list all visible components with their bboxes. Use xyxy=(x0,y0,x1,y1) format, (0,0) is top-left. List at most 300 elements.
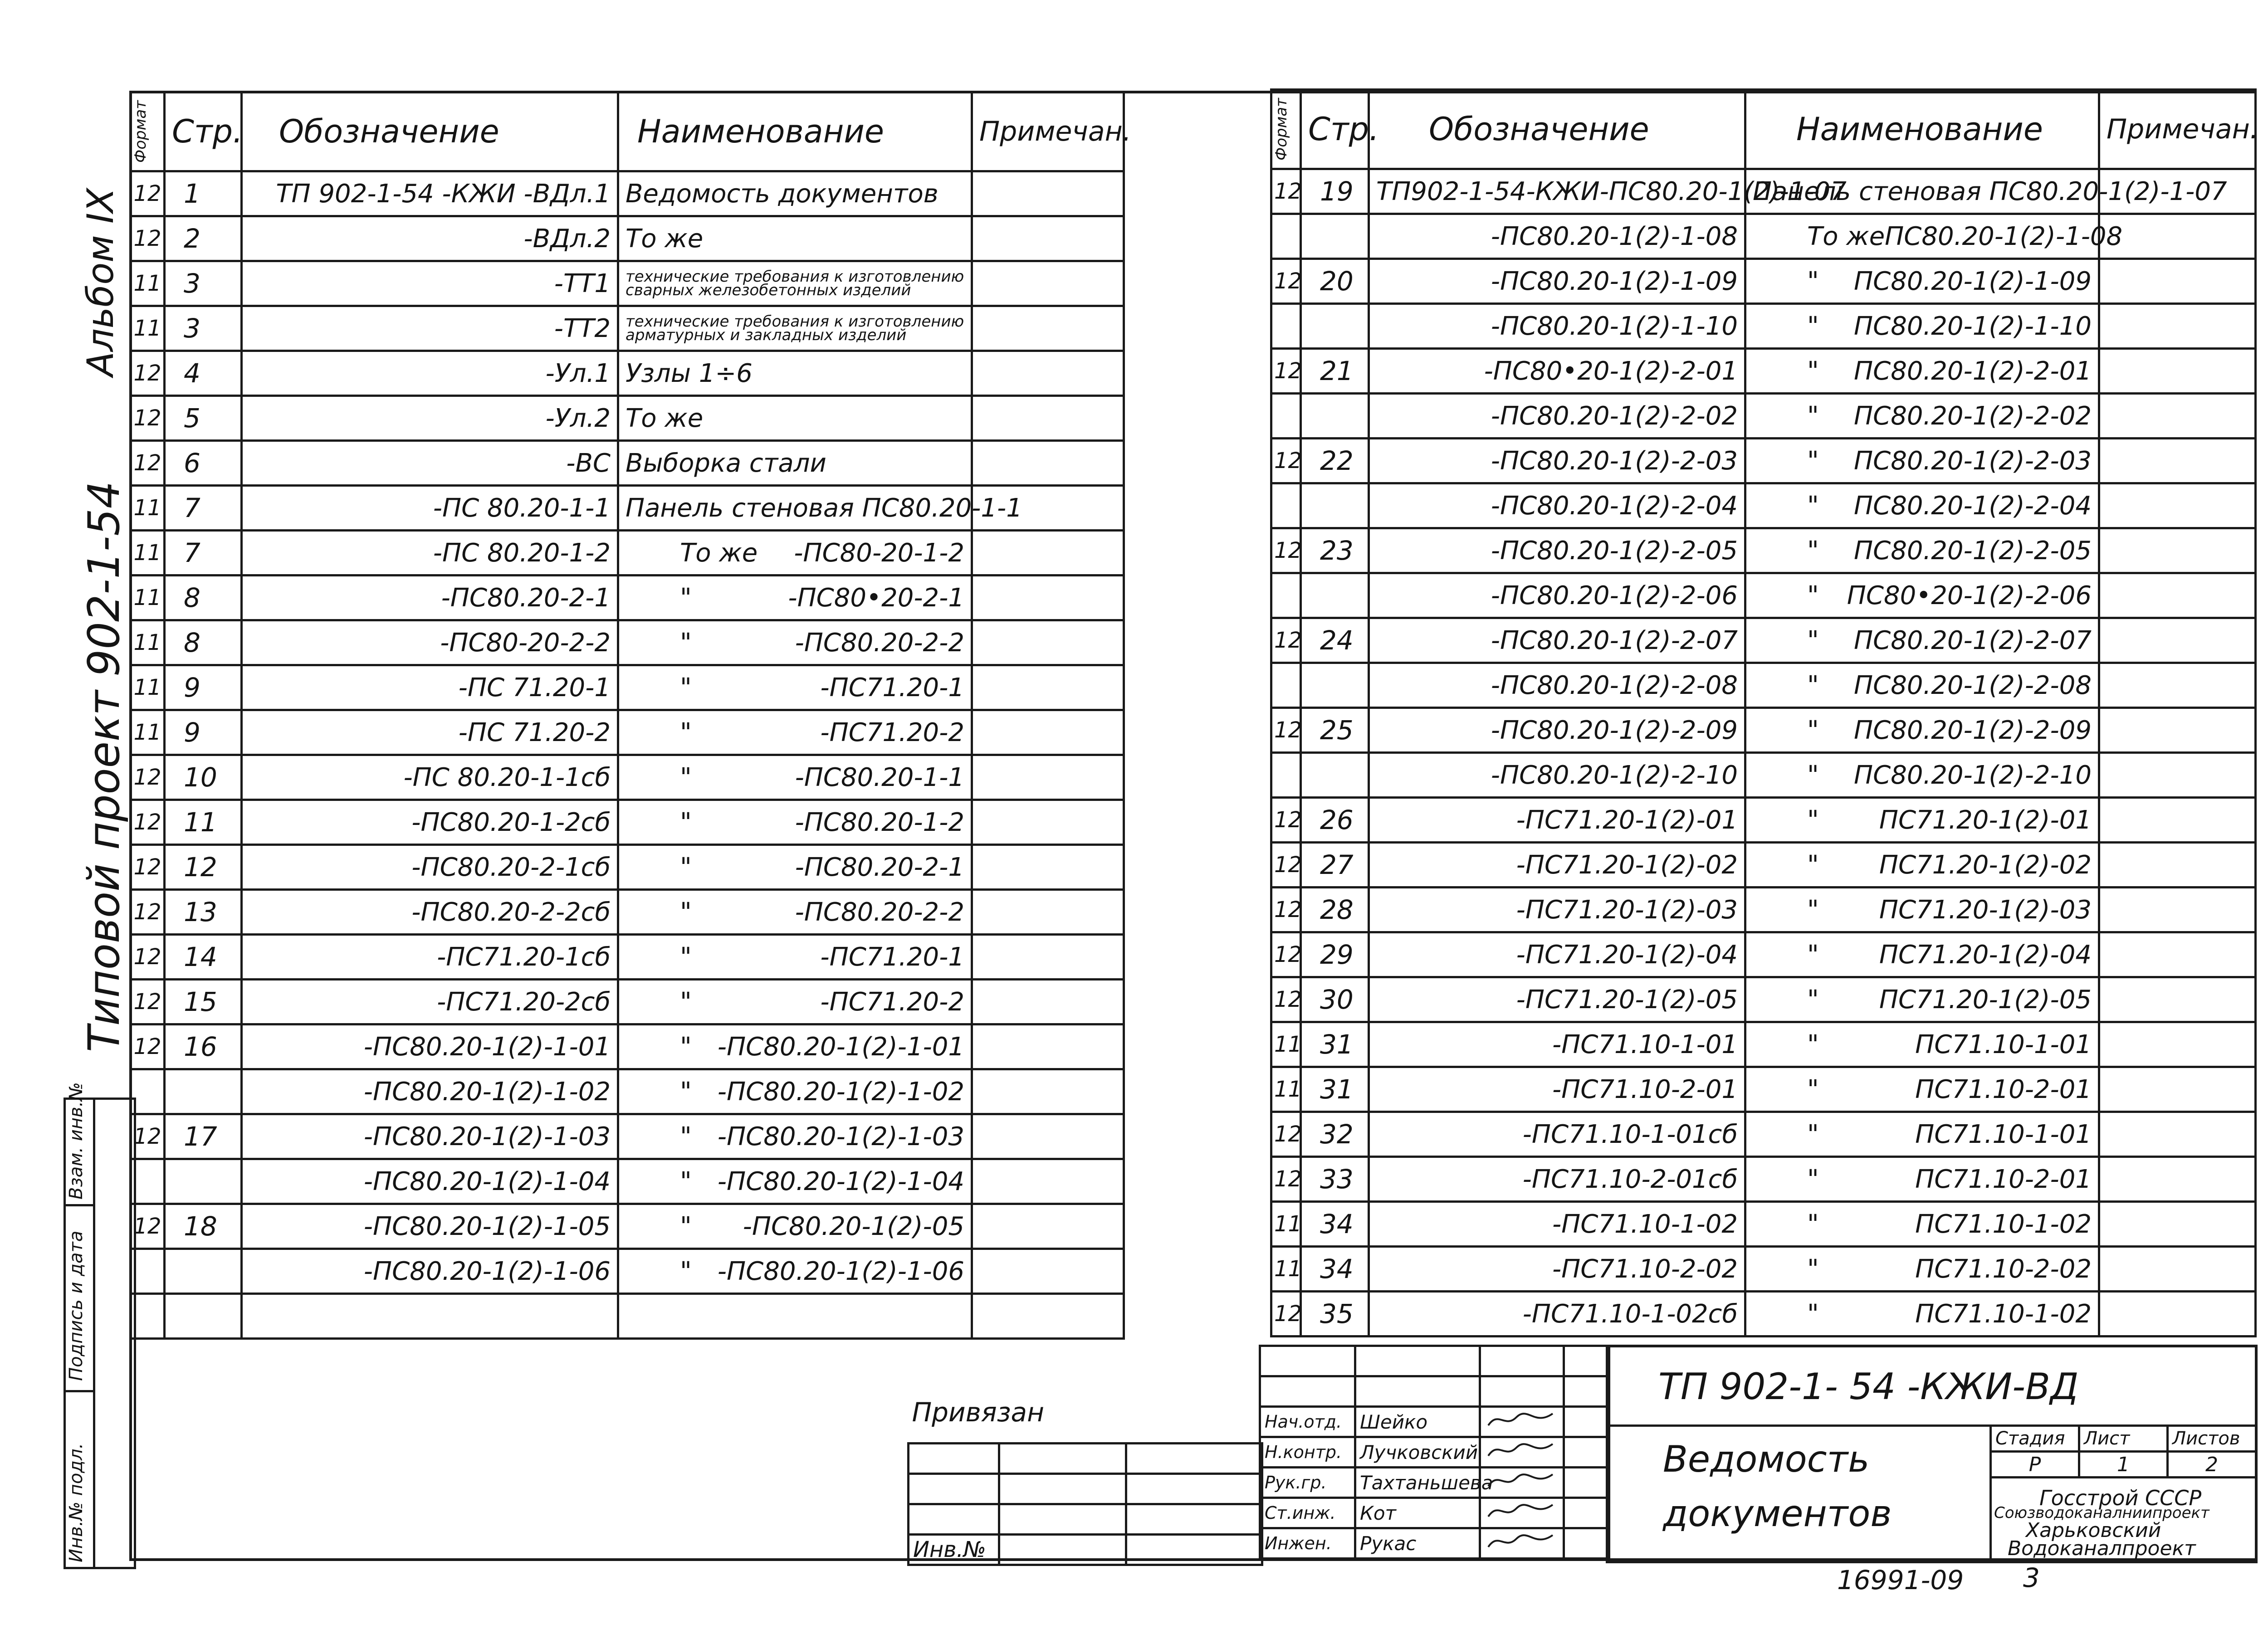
org-line-4: Водоканалпроект xyxy=(2008,1537,2196,1560)
header-note: Примечан. xyxy=(2099,90,2256,169)
page-cell xyxy=(1301,753,1369,798)
stamp-signature-date: Подпись и дата xyxy=(66,1230,87,1381)
name-mark: ПС80.20-1(2)-2-01 xyxy=(1854,356,2092,386)
format-cell: 12 xyxy=(1271,439,1301,483)
note-cell xyxy=(972,1294,1124,1339)
format-cell: 11 xyxy=(1271,1067,1301,1112)
signature-date xyxy=(1564,1437,1609,1468)
table-row xyxy=(1271,169,2256,214)
designation-cell: -ПС71.20-2сб xyxy=(242,980,618,1024)
format-cell xyxy=(1271,214,1301,259)
page-cell: 34 xyxy=(1301,1247,1369,1292)
page-cell: 35 xyxy=(1301,1292,1369,1337)
page-cell xyxy=(1301,394,1369,439)
note-cell xyxy=(972,216,1124,261)
format-cell: 11 xyxy=(131,665,165,710)
name-mark: -ПС80.20-2-2 xyxy=(795,628,964,658)
title-line-2: документов xyxy=(1663,1493,1892,1535)
designation-cell: -ПС80.20-2-1 xyxy=(242,576,618,620)
format-cell xyxy=(1271,663,1301,708)
name-mark: -ПС71.20-1 xyxy=(820,942,964,972)
format-cell: 12 xyxy=(1271,843,1301,888)
page-cell: 11 xyxy=(165,800,242,845)
name-ditto: " xyxy=(1807,985,1819,1015)
name-cell: технические требования к изготовлению арматурных и закладных изделий xyxy=(618,306,972,351)
page-cell: 5 xyxy=(165,396,242,441)
table-row xyxy=(131,935,1124,980)
name-ditto: " xyxy=(1807,1299,1819,1329)
format-cell: 12 xyxy=(1271,1292,1301,1337)
table-row xyxy=(1271,483,2256,528)
note-cell xyxy=(972,441,1124,486)
page-cell: 9 xyxy=(165,665,242,710)
name-mark: ПС71.20-1(2)-03 xyxy=(1879,895,2092,925)
name-cell xyxy=(618,1294,972,1339)
name-mark: -ПС80.20-1(2)-1-03 xyxy=(717,1122,964,1151)
header-designation: Обозначение xyxy=(242,92,618,171)
note-cell xyxy=(972,1024,1124,1069)
format-cell xyxy=(1271,573,1301,618)
name-cell xyxy=(1745,349,2099,394)
signature-date xyxy=(1564,1407,1609,1437)
designation-cell: -ПС71.10-1-02 xyxy=(1369,1202,1745,1247)
page-cell: 22 xyxy=(1301,439,1369,483)
format-cell xyxy=(1271,753,1301,798)
name-cell xyxy=(618,755,972,800)
page-cell: 7 xyxy=(165,486,242,531)
name-cell xyxy=(618,1204,972,1249)
name-ditto: " xyxy=(1807,1254,1819,1284)
designation-cell: -ПС80.20-1(2)-1-05 xyxy=(242,1204,618,1249)
name-ditto: " xyxy=(680,673,692,702)
name-mark: -ПС80.20-1(2)-05 xyxy=(743,1211,964,1241)
table-row xyxy=(131,1024,1124,1069)
table-row xyxy=(1271,439,2256,483)
designation-cell: -ПС71.10-1-02сб xyxy=(1369,1292,1745,1337)
name-cell: То же xyxy=(618,216,972,261)
page-cell: 32 xyxy=(1301,1112,1369,1157)
format-cell: 12 xyxy=(1271,708,1301,753)
name-mark: ПС80.20-1(2)-1-08 xyxy=(1885,221,2123,251)
name-mark: ПС71.10-2-01 xyxy=(1915,1074,2092,1104)
designation-cell: -ПС 80.20-1-1 xyxy=(242,486,618,531)
page-cell xyxy=(1301,483,1369,528)
name-ditto: " xyxy=(1807,895,1819,925)
note-cell xyxy=(2099,1157,2256,1202)
table-row xyxy=(1271,888,2256,932)
signature-row xyxy=(1260,1498,1609,1528)
document-code: ТП 902-1- 54 -КЖИ-ВД xyxy=(1658,1366,2079,1408)
format-cell: 12 xyxy=(1271,169,1301,214)
format-cell: 12 xyxy=(1271,1157,1301,1202)
name-cell xyxy=(1745,483,2099,528)
name-cell xyxy=(618,980,972,1024)
title-block xyxy=(1606,1345,2258,1563)
designation-cell: -ПС80-20-2-2 xyxy=(242,620,618,665)
note-cell xyxy=(2099,1247,2256,1292)
signature-mark-icon xyxy=(1480,1437,1564,1468)
format-cell: 12 xyxy=(131,800,165,845)
name-mark: ПС71.10-1-01 xyxy=(1915,1119,2092,1149)
page-cell xyxy=(1301,663,1369,708)
name-ditto: " xyxy=(1807,580,1819,610)
name-cell xyxy=(618,1114,972,1159)
table-row xyxy=(131,306,1124,351)
note-cell xyxy=(972,665,1124,710)
format-cell: 12 xyxy=(131,980,165,1024)
format-cell: 12 xyxy=(131,755,165,800)
format-cell: 12 xyxy=(131,845,165,890)
table-row xyxy=(131,351,1124,396)
signature-role: Рук.гр. xyxy=(1260,1468,1355,1498)
designation-cell xyxy=(242,1294,618,1339)
table-row xyxy=(131,1249,1124,1294)
designation-cell: -ПС71.20-1(2)-05 xyxy=(1369,977,1745,1022)
note-cell xyxy=(972,1204,1124,1249)
table-row xyxy=(1271,798,2256,843)
designation-cell: -ПС80.20-1(2)-1-09 xyxy=(1369,259,1745,304)
note-cell xyxy=(2099,1202,2256,1247)
table-row xyxy=(131,216,1124,261)
designation-cell: -ПС 71.20-2 xyxy=(242,710,618,755)
table-row xyxy=(1271,1247,2256,1292)
note-cell xyxy=(2099,483,2256,528)
note-cell xyxy=(2099,573,2256,618)
page-cell: 6 xyxy=(165,441,242,486)
format-cell: 12 xyxy=(131,441,165,486)
name-ditto: " xyxy=(680,897,692,927)
note-cell xyxy=(2099,528,2256,573)
name-cell xyxy=(1745,1247,2099,1292)
name-ditto: " xyxy=(1807,625,1819,655)
table-row xyxy=(1271,1157,2256,1202)
signature-row xyxy=(1260,1528,1609,1559)
signature-date xyxy=(1564,1528,1609,1559)
format-cell: 12 xyxy=(1271,528,1301,573)
note-cell xyxy=(972,171,1124,216)
format-cell: 11 xyxy=(131,486,165,531)
name-cell xyxy=(1745,394,2099,439)
note-cell xyxy=(972,980,1124,1024)
name-cell: Выборка стали xyxy=(618,441,972,486)
stage-value: Р xyxy=(1991,1452,2079,1478)
designation-cell: -ПС80.20-1(2)-2-08 xyxy=(1369,663,1745,708)
table-row xyxy=(1271,843,2256,888)
header-designation: Обозначение xyxy=(1369,90,1745,169)
designation-cell: -ПС80.20-1(2)-1-10 xyxy=(1369,304,1745,349)
name-ditto: " xyxy=(1807,715,1819,745)
name-ditto: " xyxy=(680,1122,692,1151)
note-cell xyxy=(972,1249,1124,1294)
table-row xyxy=(1271,394,2256,439)
name-ditto: " xyxy=(1807,1119,1819,1149)
name-cell: Узлы 1÷6 xyxy=(618,351,972,396)
signature-date xyxy=(1564,1468,1609,1498)
name-cell xyxy=(1745,439,2099,483)
signature-date xyxy=(1564,1498,1609,1528)
note-cell xyxy=(972,576,1124,620)
name-cell xyxy=(618,1159,972,1204)
table-row xyxy=(131,261,1124,306)
name-cell xyxy=(1745,304,2099,349)
name-mark: ПС71.10-1-02 xyxy=(1915,1209,2092,1239)
name-mark: ПС80.20-1(2)-2-10 xyxy=(1854,760,2092,790)
note-cell xyxy=(972,1114,1124,1159)
name-ditto: То же xyxy=(680,538,758,568)
name-cell xyxy=(1745,977,2099,1022)
name-cell xyxy=(1745,1292,2099,1337)
name-cell: Ведомость документов xyxy=(618,171,972,216)
page-cell: 1 xyxy=(165,171,242,216)
designation-cell: -ПС80.20-1(2)-2-03 xyxy=(1369,439,1745,483)
note-cell xyxy=(2099,259,2256,304)
table-row xyxy=(1271,214,2256,259)
format-cell xyxy=(131,1294,165,1339)
note-cell xyxy=(2099,1112,2256,1157)
name-mark: ПС80.20-1(2)-1-10 xyxy=(1854,311,2092,341)
name-cell xyxy=(618,800,972,845)
format-cell: 11 xyxy=(131,710,165,755)
table-row xyxy=(131,576,1124,620)
stamp-replace-inv: Взам. инв.№ xyxy=(66,1082,87,1200)
page-cell: 9 xyxy=(165,710,242,755)
page-cell: 33 xyxy=(1301,1157,1369,1202)
note-cell xyxy=(2099,1292,2256,1337)
name-cell xyxy=(1745,843,2099,888)
name-ditto: " xyxy=(680,1211,692,1241)
signature-name: Кот xyxy=(1355,1498,1480,1528)
sheets-label: Листов xyxy=(2168,1426,2256,1452)
name-cell xyxy=(1745,798,2099,843)
name-cell xyxy=(618,1069,972,1114)
format-cell: 11 xyxy=(131,576,165,620)
name-mark: ПС71.20-1(2)-04 xyxy=(1879,940,2092,970)
name-ditto: " xyxy=(680,1032,692,1062)
name-ditto: " xyxy=(680,717,692,747)
table-row xyxy=(1271,1202,2256,1247)
note-cell xyxy=(2099,663,2256,708)
name-ditto: " xyxy=(1807,760,1819,790)
table-row xyxy=(131,845,1124,890)
name-ditto: " xyxy=(1807,536,1819,566)
name-cell xyxy=(1745,618,2099,663)
signature-role: Инжен. xyxy=(1260,1528,1355,1559)
note-cell xyxy=(2099,753,2256,798)
table-row xyxy=(1271,663,2256,708)
name-cell xyxy=(1745,259,2099,304)
sheet-value: 1 xyxy=(2079,1452,2168,1478)
name-mark: ПС71.10-1-01 xyxy=(1915,1029,2092,1059)
name-cell xyxy=(618,845,972,890)
format-cell: 11 xyxy=(1271,1202,1301,1247)
note-cell xyxy=(2099,798,2256,843)
format-cell: 11 xyxy=(131,261,165,306)
note-cell xyxy=(972,935,1124,980)
page-cell: 4 xyxy=(165,351,242,396)
name-cell: Панель стеновая ПС80.20-1(2)-1-07 xyxy=(1745,169,2099,214)
inv-number-label: Инв.№ xyxy=(909,1535,999,1565)
designation-cell: -ПС80.20-1(2)-2-02 xyxy=(1369,394,1745,439)
note-cell xyxy=(2099,708,2256,753)
signature-name: Рукас xyxy=(1355,1528,1480,1559)
name-ditto: " xyxy=(1807,491,1819,521)
format-cell: 12 xyxy=(1271,977,1301,1022)
note-cell xyxy=(2099,439,2256,483)
signature-name: Тахтаньшева xyxy=(1355,1468,1480,1498)
designation-cell: -ТТ2 xyxy=(242,306,618,351)
name-mark: -ПС80.20-1(2)-1-06 xyxy=(717,1256,964,1286)
name-mark: -ПС80.20-2-1 xyxy=(795,852,964,882)
header-page: Стр. xyxy=(165,92,242,171)
name-mark: -ПС80.20-1(2)-1-02 xyxy=(717,1077,964,1107)
name-cell xyxy=(618,1249,972,1294)
header-note: Примечан. xyxy=(972,92,1124,171)
name-cell xyxy=(1745,888,2099,932)
page-cell: 16 xyxy=(165,1024,242,1069)
signature-row xyxy=(1260,1407,1609,1437)
name-mark: ПС80.20-1(2)-2-07 xyxy=(1854,625,2092,655)
page-cell: 20 xyxy=(1301,259,1369,304)
name-mark: -ПС71.20-2 xyxy=(820,987,964,1017)
note-cell xyxy=(2099,843,2256,888)
page-cell xyxy=(165,1159,242,1204)
name-ditto: " xyxy=(680,807,692,837)
designation-cell: -ПС80.20-1(2)-2-04 xyxy=(1369,483,1745,528)
title-line-1: Ведомость xyxy=(1663,1438,1870,1480)
table-row xyxy=(1271,753,2256,798)
format-cell: 12 xyxy=(1271,1112,1301,1157)
name-ditto: " xyxy=(680,942,692,972)
name-mark: ПС71.20-1(2)-01 xyxy=(1879,805,2092,835)
name-cell xyxy=(618,620,972,665)
page-cell xyxy=(1301,214,1369,259)
name-cell xyxy=(618,665,972,710)
designation-cell: -ПС80.20-1(2)-1-08 xyxy=(1369,214,1745,259)
table-row xyxy=(1271,977,2256,1022)
table-row xyxy=(1271,349,2256,394)
name-mark: ПС80.20-1(2)-2-02 xyxy=(1854,401,2092,431)
name-mark: ПС80.20-1(2)-2-05 xyxy=(1854,536,2092,566)
page-cell: 21 xyxy=(1301,349,1369,394)
page-cell xyxy=(165,1294,242,1339)
table-row xyxy=(1271,528,2256,573)
designation-cell: -ПС71.20-1(2)-01 xyxy=(1369,798,1745,843)
table-row xyxy=(131,531,1124,576)
table-row xyxy=(131,1159,1124,1204)
name-cell xyxy=(618,531,972,576)
table-row xyxy=(131,1069,1124,1114)
designation-cell: -ВС xyxy=(242,441,618,486)
table-row xyxy=(1271,1022,2256,1067)
table-row xyxy=(1271,1292,2256,1337)
note-cell xyxy=(972,1069,1124,1114)
format-cell: 11 xyxy=(1271,1247,1301,1292)
name-ditto: " xyxy=(680,852,692,882)
format-cell: 11 xyxy=(1271,1022,1301,1067)
sheet-label: Лист xyxy=(2079,1426,2168,1452)
name-mark: -ПС80.20-1(2)-1-01 xyxy=(717,1032,964,1062)
name-cell xyxy=(1745,573,2099,618)
table-row xyxy=(131,1294,1124,1339)
format-cell: 11 xyxy=(131,306,165,351)
table-row xyxy=(131,396,1124,441)
page-cell: 7 xyxy=(165,531,242,576)
header-format: Формат xyxy=(131,92,165,171)
designation-cell: -Ул.1 xyxy=(242,351,618,396)
table-row xyxy=(1271,1067,2256,1112)
table-row xyxy=(131,171,1124,216)
name-mark: ПС71.10-2-02 xyxy=(1915,1254,2092,1284)
note-cell xyxy=(2099,977,2256,1022)
page-cell: 15 xyxy=(165,980,242,1024)
header-name: Наименование xyxy=(618,92,972,171)
org-line-2: Союзводоканалниипроект xyxy=(1994,1504,2209,1522)
format-cell: 12 xyxy=(131,890,165,935)
format-cell: 12 xyxy=(131,1114,165,1159)
name-ditto: " xyxy=(1807,1029,1819,1059)
format-cell: 12 xyxy=(131,171,165,216)
format-cell xyxy=(1271,394,1301,439)
designation-cell: -ПС71.10-2-01 xyxy=(1369,1067,1745,1112)
designation-cell: -ПС71.10-2-02 xyxy=(1369,1247,1745,1292)
note-cell xyxy=(2099,349,2256,394)
format-cell: 12 xyxy=(1271,798,1301,843)
name-mark: -ПС80-20-1-2 xyxy=(794,538,964,568)
format-cell: 12 xyxy=(1271,259,1301,304)
name-cell: То же xyxy=(618,396,972,441)
stage-grid xyxy=(1989,1424,2257,1478)
page-cell: 3 xyxy=(165,306,242,351)
page-cell: 14 xyxy=(165,935,242,980)
name-ditto: " xyxy=(1807,850,1819,880)
name-cell xyxy=(1745,708,2099,753)
name-cell xyxy=(1745,1157,2099,1202)
margin-stamp xyxy=(64,1082,136,1569)
name-ditto: " xyxy=(680,762,692,792)
name-ditto: " xyxy=(1807,940,1819,970)
name-ditto: " xyxy=(680,1166,692,1196)
page-cell: 3 xyxy=(165,261,242,306)
note-cell xyxy=(972,306,1124,351)
signature-mark-icon xyxy=(1480,1407,1564,1437)
name-cell xyxy=(618,1024,972,1069)
name-cell xyxy=(1745,753,2099,798)
signature-row xyxy=(1260,1468,1609,1498)
project-label: Типовой проект 902-1-54 xyxy=(79,481,129,1052)
designation-cell: -ПС80.20-1(2)-1-06 xyxy=(242,1249,618,1294)
page-cell: 26 xyxy=(1301,798,1369,843)
page-cell: 31 xyxy=(1301,1067,1369,1112)
format-cell xyxy=(131,1249,165,1294)
name-cell xyxy=(1745,1067,2099,1112)
designation-cell: -ПС71.10-1-01 xyxy=(1369,1022,1745,1067)
name-cell xyxy=(618,710,972,755)
designation-cell: -ПС 80.20-1-1сб xyxy=(242,755,618,800)
name-mark: ПС80.20-1(2)-2-03 xyxy=(1854,446,2092,476)
header-page: Стр. xyxy=(1301,90,1369,169)
left-document-table xyxy=(129,91,1131,1340)
designation-cell: -ПС71.20-1(2)-03 xyxy=(1369,888,1745,932)
format-cell: 12 xyxy=(131,396,165,441)
designation-cell: -ПС71.20-1сб xyxy=(242,935,618,980)
name-cell xyxy=(1745,214,2123,259)
designation-cell: -ПС80.20-1(2)-2-09 xyxy=(1369,708,1745,753)
page-cell: 17 xyxy=(165,1114,242,1159)
sheets-value: 2 xyxy=(2168,1452,2256,1478)
note-cell xyxy=(972,620,1124,665)
name-ditto: " xyxy=(1807,1164,1819,1194)
format-cell: 12 xyxy=(131,1024,165,1069)
